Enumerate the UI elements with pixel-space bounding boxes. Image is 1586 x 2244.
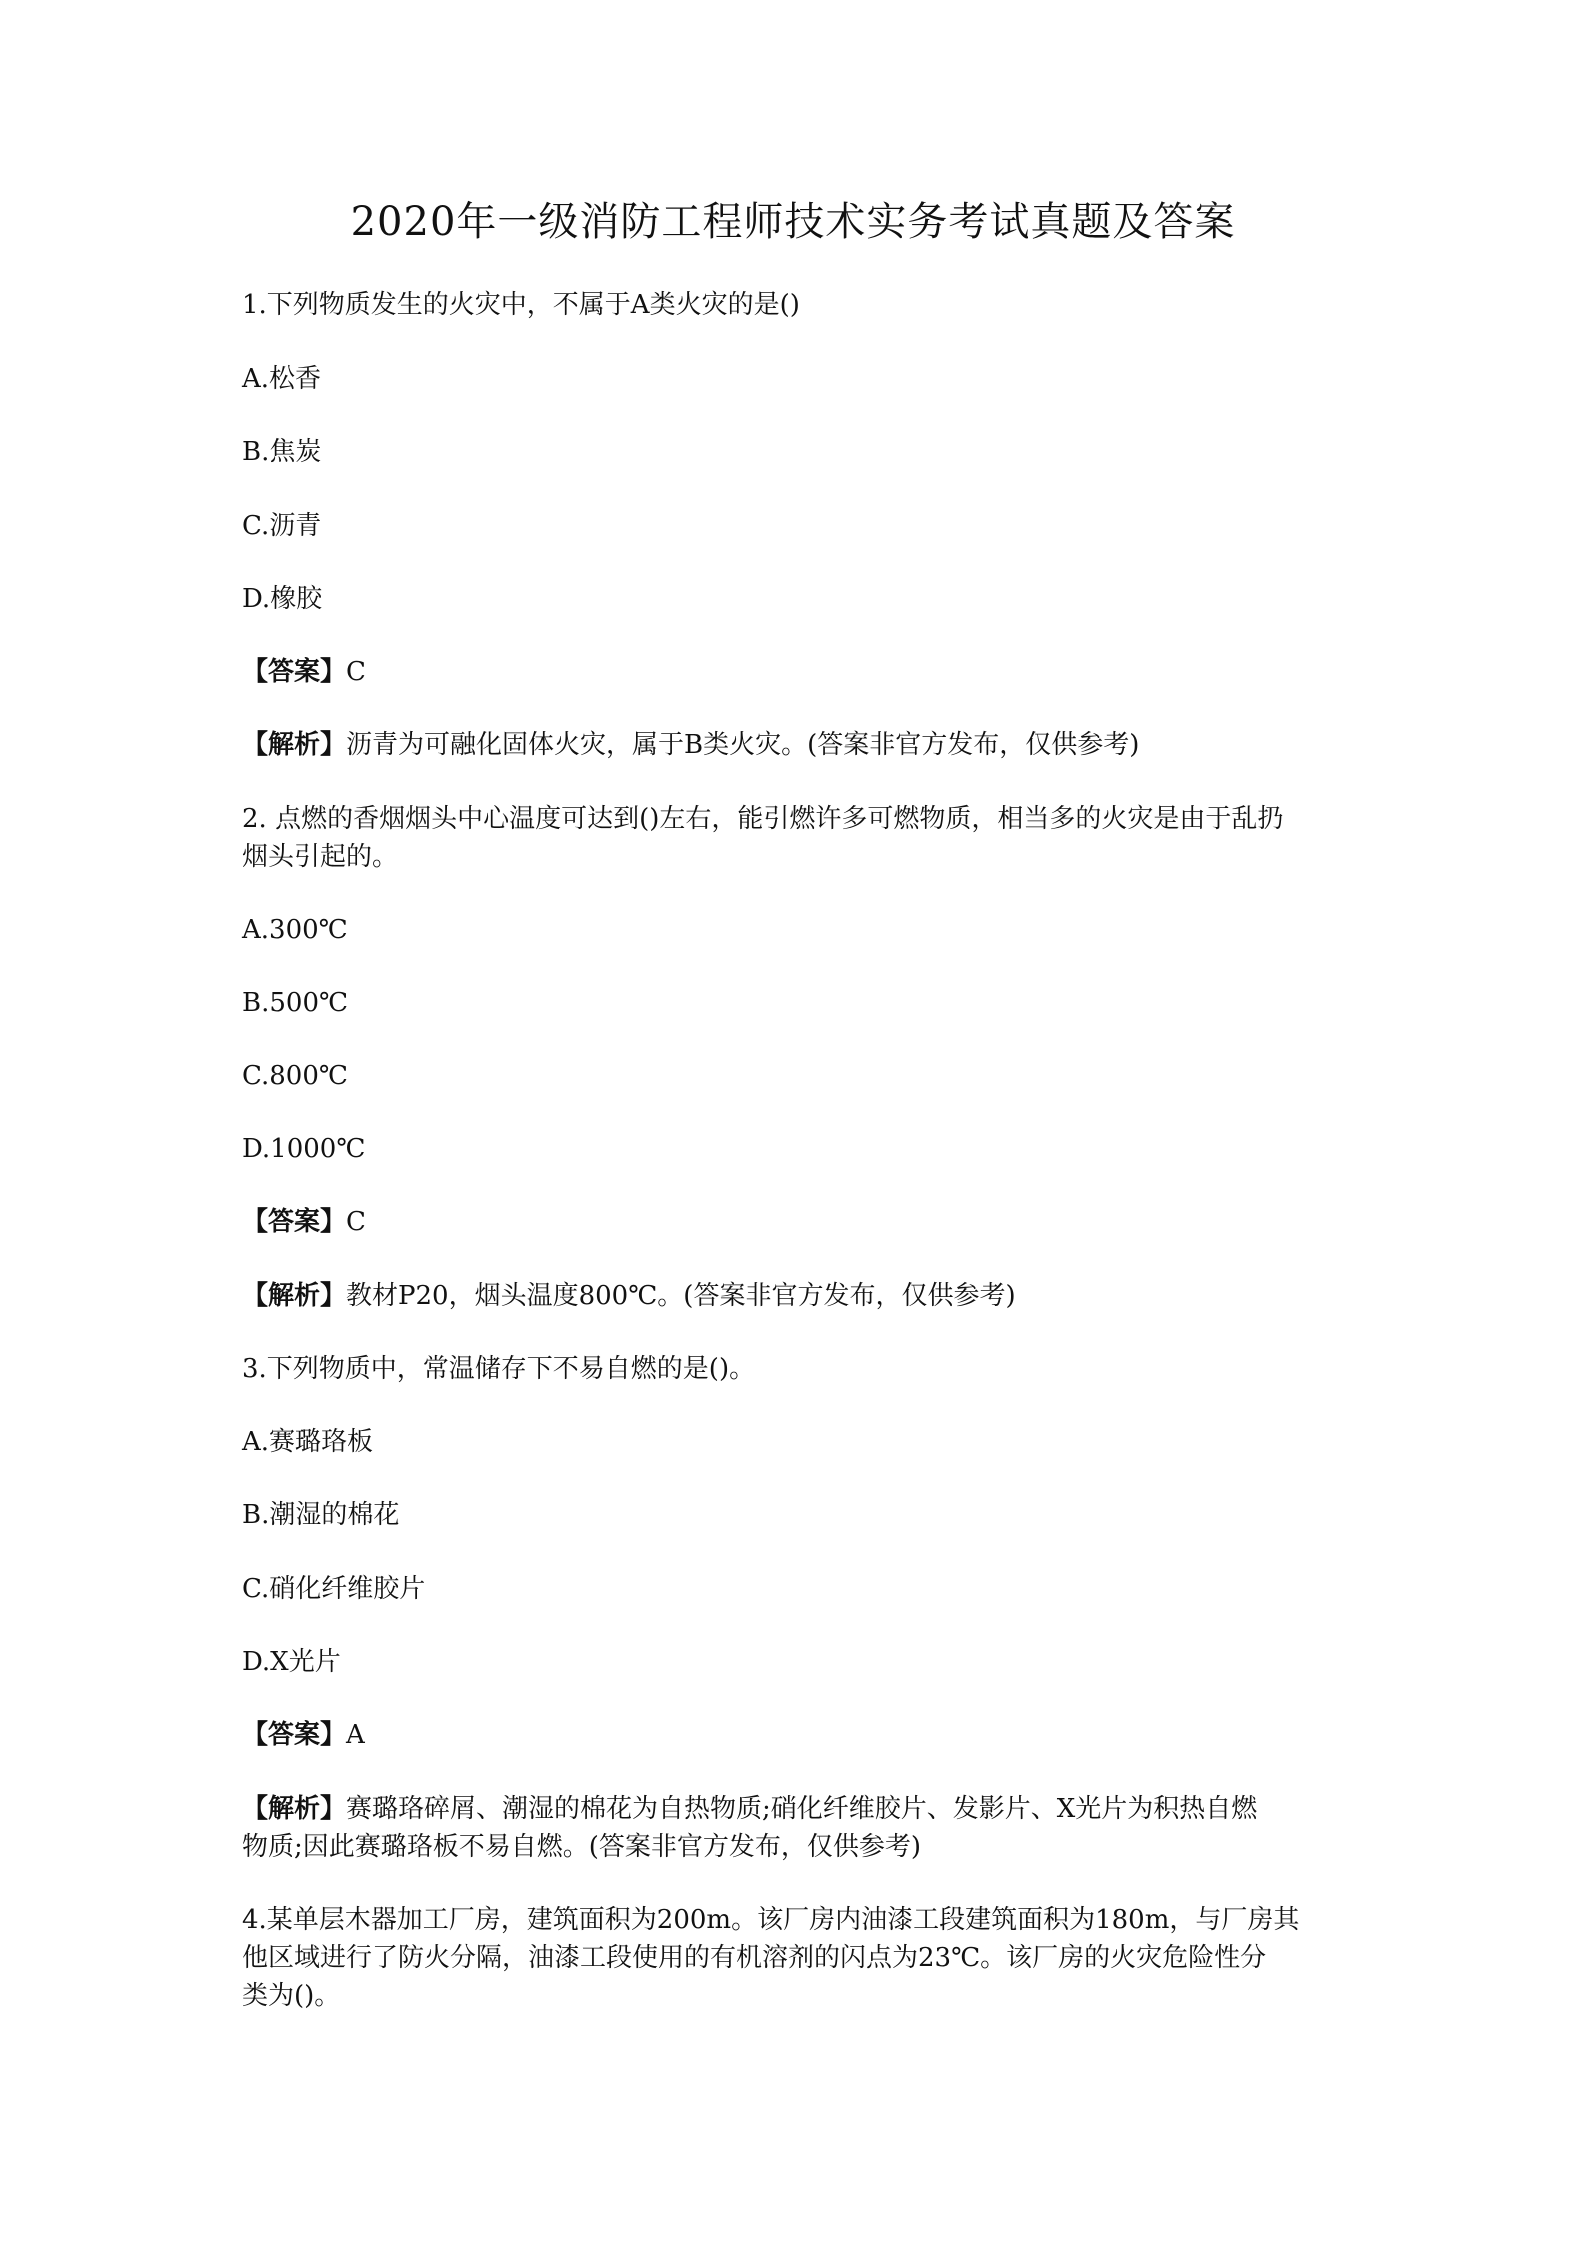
analysis-text: 沥青为可融化固体火灾，属于B类火灾。(答案非官方发布，仅供参考) bbox=[346, 730, 1140, 760]
analysis-label: 【解析】 bbox=[242, 1281, 347, 1311]
question-3-option-c: C.硝化纤维胶片 bbox=[242, 1574, 426, 1604]
answer-label: 【答案】 bbox=[242, 1720, 347, 1750]
question-3-stem: 3.下列物质中，常温储存下不易自燃的是()。 bbox=[242, 1354, 756, 1384]
question-1-option-d: D.橡胶 bbox=[242, 584, 323, 614]
analysis-label: 【解析】 bbox=[242, 730, 347, 760]
question-2-analysis bbox=[242, 1277, 1357, 1315]
question-2-option-b: B.500℃ bbox=[242, 988, 349, 1018]
question-2-answer bbox=[242, 1203, 1357, 1241]
question-3-answer bbox=[242, 1716, 1357, 1754]
question-2-stem-line-2: 烟头引起的。 bbox=[242, 842, 399, 872]
analysis-label: 【解析】 bbox=[242, 1794, 347, 1824]
question-1-option-b: B.焦炭 bbox=[242, 437, 322, 467]
question-4-stem-line-1: 4.某单层木器加工厂房，建筑面积为200m。该厂房内油漆工段建筑面积为180m，与厂房其 bbox=[242, 1905, 1300, 1935]
question-1-stem: 1.下列物质发生的火灾中，不属于A类火灾的是() bbox=[242, 290, 800, 320]
question-3-analysis-line-1 bbox=[242, 1790, 1357, 1828]
question-1-answer bbox=[242, 653, 1357, 691]
question-2-option-c: C.800℃ bbox=[242, 1061, 348, 1091]
question-2-option-a: A.300℃ bbox=[242, 915, 348, 945]
question-3-option-d: D.X光片 bbox=[242, 1647, 341, 1677]
question-3-option-a: A.赛璐珞板 bbox=[242, 1427, 374, 1457]
question-1-option-a: A.松香 bbox=[242, 364, 322, 394]
answer-label: 【答案】 bbox=[242, 1207, 347, 1237]
analysis-text: 教材P20，烟头温度800℃。(答案非官方发布，仅供参考) bbox=[346, 1281, 1016, 1311]
question-1-option-c: C.沥青 bbox=[242, 511, 322, 541]
answer-label: 【答案】 bbox=[242, 657, 347, 687]
question-4-stem-line-3: 类为()。 bbox=[242, 1981, 341, 2011]
answer-value: C bbox=[346, 1207, 366, 1237]
question-3-analysis-line-2: 物质;因此赛璐珞板不易自燃。(答案非官方发布，仅供参考) bbox=[242, 1832, 922, 1862]
question-2-option-d: D.1000℃ bbox=[242, 1134, 366, 1164]
analysis-text: 赛璐珞碎屑、潮湿的棉花为自热物质;硝化纤维胶片、发影片、X光片为积热自燃 bbox=[346, 1794, 1258, 1824]
answer-value: C bbox=[346, 657, 366, 687]
question-2-stem-line-1: 2. 点燃的香烟烟头中心温度可达到()左右，能引燃许多可燃物质，相当多的火灾是由于乱扔 bbox=[242, 804, 1284, 834]
document-title: 2020年一级消防工程师技术实务考试真题及答案 bbox=[350, 199, 1236, 245]
question-4-stem-line-2: 他区域进行了防火分隔，油漆工段使用的有机溶剂的闪点为23℃。该厂房的火灾危险性分 bbox=[242, 1943, 1267, 1973]
question-3-option-b: B.潮湿的棉花 bbox=[242, 1500, 400, 1530]
answer-value: A bbox=[346, 1720, 365, 1750]
question-1-analysis bbox=[242, 726, 1357, 764]
